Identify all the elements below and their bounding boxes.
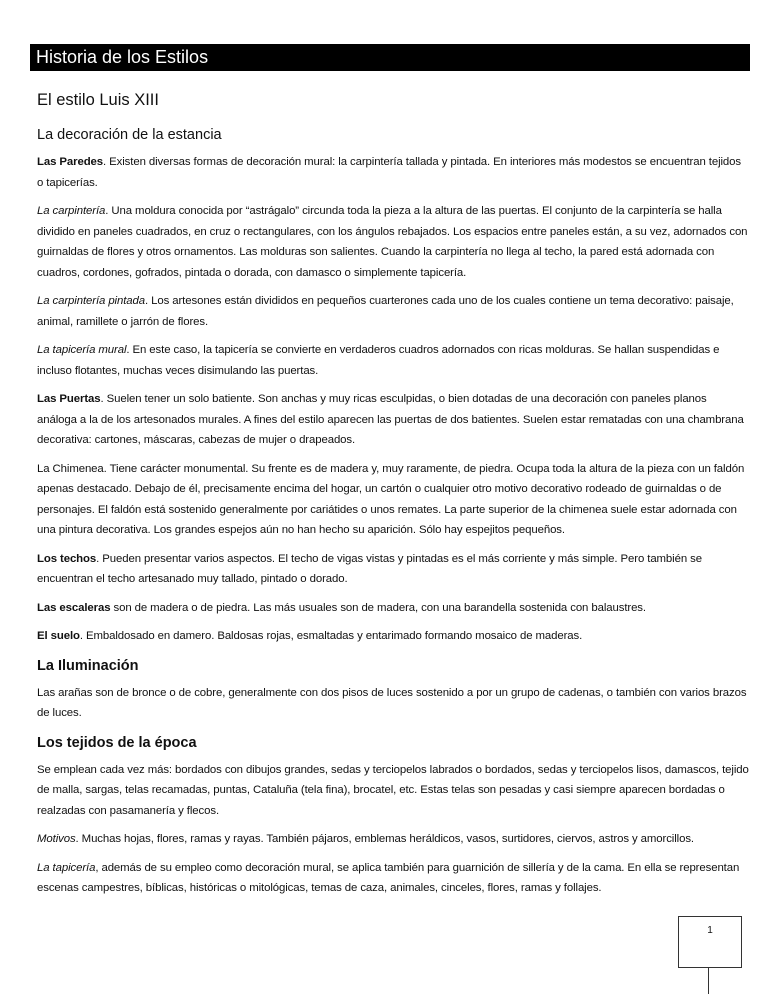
paragraph-text: La Chimenea. Tiene carácter monumental. Su frente es de madera y, muy raramente, de piedra. Ocupa toda la altura de la pieza con un faldón apenas destacado. Debajo de él, precisamente encima del hogar, un cartón o cualquier otro motivo decorativo rodeado de guirnaldas o de personajes. El faldón está sostenido generalmente por cariátides o unos remates. La parte superior de la chimenea suele estar adornada con una pintura decorativa. Los grandes espejos aún no han hecho su aparición. Sólo hay espejitos pequeños.	[37, 462, 745, 536]
paragraph-lead: Motivos	[37, 833, 76, 845]
paragraph	[37, 340, 749, 381]
section-heading-tejidos: Los tejidos de la época	[37, 734, 197, 751]
paragraph	[37, 598, 749, 619]
paragraph-lead: Las escaleras	[37, 601, 111, 614]
section-tejidos	[37, 760, 749, 899]
paragraph-lead: Las Paredes	[37, 156, 104, 168]
paragraph	[37, 291, 749, 332]
paragraph	[37, 858, 749, 899]
paragraph-lead: Las Puertas	[37, 393, 101, 405]
paragraph-text: . Muchas hojas, flores, ramas y rayas. También pájaros, emblemas heráldicos, vasos, surtidores, ciervos, astros y amorcillos.	[75, 833, 694, 845]
document-header-title: Historia de los Estilos	[30, 44, 750, 71]
paragraph-text: . Suelen tener un solo batiente. Son anchas y muy ricas esculpidas, o bien dotadas de una decoración con paneles planos análoga a la de los artesonados murales. A fines del estilo aparecen las puertas de dos batientes. Suelen estar rematadas con una chambrana decorativa: cartones, máscaras, cabezas de mujer o drapeados.	[37, 393, 744, 446]
page-number-box	[678, 916, 742, 968]
paragraph-lead: La carpintería	[37, 205, 106, 217]
paragraph	[37, 549, 749, 590]
paragraph-lead: El suelo	[37, 630, 80, 642]
paragraph-text: Se emplean cada vez más: bordados con dibujos grandes, sedas y terciopelos labrados o bordados, sedas y terciopelos lisos, damascos, tejido de malla, sargas, telas recamadas, puntas, Cataluña (tela fina), brocatel, etc. Estas telas son pesadas y casi siempre aparecen bordadas o realzadas con pasamanería y flecos.	[37, 763, 749, 817]
paragraph	[37, 152, 749, 193]
document-body	[37, 88, 749, 907]
section-decoracion	[37, 152, 749, 647]
paragraph-lead: Los techos	[37, 552, 97, 565]
paragraph-text: . Embaldosado en damero. Baldosas rojas, esmaltadas y entarimado formando mosaico de maderas.	[79, 630, 583, 642]
paragraph	[37, 829, 749, 850]
section-subtitle: La decoración de la estancia	[37, 127, 222, 143]
paragraph-text: Las arañas son de bronce o de cobre, generalmente con dos pisos de luces sostenido a por un grupo de cadenas, o también con varios brazos de luces.	[37, 686, 747, 719]
paragraph	[37, 389, 749, 451]
paragraph-text: . Una moldura conocida por “astrágalo” circunda toda la pieza a la altura de las puertas. El conjunto de la carpintería se halla dividido en paneles cuadrados, en cruz o rectangulares, con los ángulos rebajados. Los espacios entre paneles están, a su vez, adornados con guirnaldas de flores y otros ornamentos. Las molduras son salientes. Cuando la carpintería no llega al techo, la pared está adornada con cuadros, cordones, gofrados, pintada o dorada, con damasco o simplemente tapicería.	[37, 205, 748, 279]
document-title: El estilo Luis XIII	[37, 91, 159, 109]
paragraph	[37, 459, 749, 541]
paragraph-text: son de madera o de piedra. Las más usuales son de madera, con una barandella sostenida con balaustres.	[110, 601, 646, 614]
page-number-line	[708, 968, 709, 994]
section-heading-iluminacion: La Iluminación	[37, 657, 139, 674]
paragraph-lead: La tapicería mural	[37, 344, 127, 356]
paragraph-text: , además de su empleo como decoración mural, se aplica también para guarnición de sillería y de la cama. En ella se representan escenas campestres, bíblicas, históricas o mitológicas, temas de caza, animales, cinceles, flores, ramas y follajes.	[37, 861, 740, 894]
section-iluminacion	[37, 683, 749, 724]
paragraph-lead: La carpintería pintada	[37, 295, 145, 307]
paragraph-text: . Pueden presentar varios aspectos. El techo de vigas vistas y pintadas es el más corriente y más simple. Pero también se encuentran el techo artesanado muy tallado, pintado o dorado.	[37, 552, 702, 585]
paragraph	[37, 760, 749, 822]
paragraph	[37, 683, 749, 724]
paragraph	[37, 626, 749, 647]
paragraph-text: . Los artesones están divididos en pequeños cuarterones cada uno de los cuales contiene un tema decorativo: paisaje, animal, ramillete o jarrón de flores.	[37, 295, 734, 328]
paragraph-text: . En este caso, la tapicería se convierte en verdaderos cuadros adornados con ricas molduras. Se hallan suspendidas e incluso flotantes, muchas veces disimulando las puertas.	[37, 344, 720, 377]
page-number: 1	[707, 925, 713, 936]
paragraph-text: . Existen diversas formas de decoración mural: la carpintería tallada y pintada. En interiores más modestos se encuentran tejidos o tapicerías.	[37, 156, 741, 189]
paragraph-lead: La tapicería	[37, 861, 96, 874]
paragraph	[37, 201, 749, 283]
